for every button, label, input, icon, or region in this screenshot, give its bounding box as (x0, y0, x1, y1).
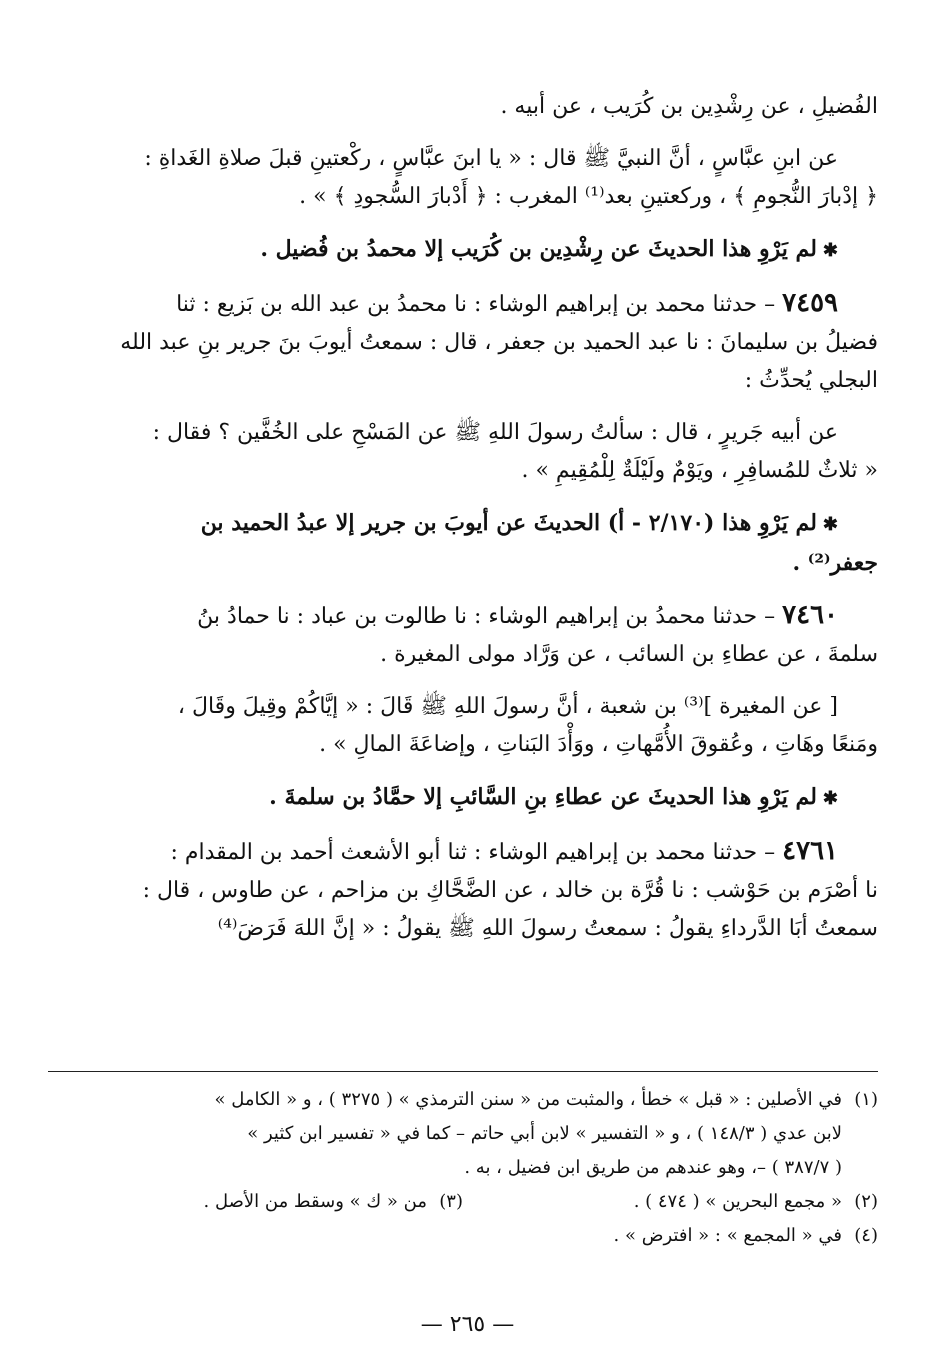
hadith-number: ٧٤٦٠ (782, 600, 838, 630)
commentary-text: لم يَرْوِ هذا الحديثَ عن عطاءِ بنِ السَّائبِ إلا حمَّادُ بن سلمةَ . (269, 784, 817, 810)
isnad-text: البجلي يُحدِّثُ : (744, 368, 878, 393)
commentary-text: جعفر⁽²⁾ . (792, 550, 878, 576)
footnote-number: (٤) (854, 1225, 878, 1246)
footnote-1 (48, 1083, 878, 1185)
footnote-text: في « المجمع » : « افترض » . (613, 1225, 842, 1246)
commentary-note (48, 504, 878, 544)
footnote-line: ( ٣٨٧/٧ ) –، وهو عندهم من طريق ابن فضيل ، به . (464, 1157, 842, 1178)
footnote-number: (٢) (854, 1191, 878, 1212)
footnote-line: لابن عدي ( ١٤٨/٣ ) ، و « التفسير » لابن أبي حاتم – كما في « تفسير ابن كثير » (247, 1123, 842, 1144)
isnad-line (48, 832, 878, 872)
footnotes (48, 1083, 878, 1253)
footnote-text: « مجمع البحرين » ( ٤٧٤ ) . (633, 1191, 842, 1212)
footnote-pair (48, 1185, 878, 1219)
commentary-text: لم يَرْوِ هذا الحديثَ عن رِشْدِين بن كُرَيب إلا محمدُ بن فُضيل . (260, 236, 817, 262)
star-icon: ✱ (822, 788, 838, 809)
star-icon: ✱ (822, 514, 838, 535)
isnad-line (48, 596, 878, 636)
commentary-text: لم يَرْوِ هذا (٢/١٧٠ - أ) الحديثَ عن أيوبَ بن جرير إلا عبدُ الحميد بن (200, 510, 817, 536)
footnote-number: (١) (854, 1089, 878, 1110)
isnad-text: – حدثنا محمد بن إبراهيم الوشاء : ثنا أبو الأشعث أحمد بن المقدام : (170, 840, 776, 865)
hadith-number: ٧٤٥٩ (782, 288, 838, 318)
hadith-text: عن أبيه جَريرٍ ، قال : سألتُ رسولَ اللهِ ﷺ عن المَسْحِ على الخُفَّين ؟ فقال : (152, 420, 838, 445)
isnad-text: فضيلُ بن سليمانَ : نا عبد الحميد بن جعفر ، قال : سمعتُ أيوبَ بنَ جرير بنِ عبد الله (120, 330, 878, 355)
commentary-note (48, 230, 878, 270)
footnote-2 (463, 1185, 878, 1219)
footnote-line: في الأصلين : « قبل » خطأ ، والمثبت من « سنن الترمذي » ( ٣٢٧٥ ) ، و « الكامل » (214, 1089, 842, 1110)
footnote-3 (48, 1185, 463, 1219)
footnote-4 (48, 1219, 878, 1253)
hadith-text: [ عن المغيرة ]⁽³⁾ بن شعبة ، أنَّ رسولَ اللهِ ﷺ قَالَ : « إيَّاكُمْ وقِيلَ وقَالَ ، (177, 694, 838, 719)
hadith-text: ﴿ إدْبارَ النُّجومِ ﴾ ، وركعتينِ بعد⁽¹⁾ المغرب : ﴿ أَدْبارَ السُّجودِ ﴾ » . (299, 184, 878, 209)
page-number: — ٢٦٥ — (420, 1312, 515, 1337)
isnad-text: سلمةَ ، عن عطاءِ بن السائب ، عن وَرَّاد مولى المغيرة . (380, 642, 878, 667)
hadith-text: عن ابنِ عبَّاسٍ ، أنَّ النبيَّ ﷺ قال : « يا ابنَ عبَّاسٍ ، ركْعتينِ قبلَ صلاةِ الغَداةِ : (144, 146, 838, 171)
main-text (48, 88, 878, 948)
commentary-note (48, 778, 878, 818)
isnad-text: – حدثنا محمد بن إبراهيم الوشاء : نا محمدُ بن عبد الله بن بَزيع : ثنا (176, 292, 776, 317)
footnote-divider (48, 1071, 878, 1072)
hadith-text: « ثلاثٌ للمُسافِرِ ، ويَوْمٌ ولَيْلَةٌ لِلْمُقِيمِ » . (521, 458, 878, 483)
hadith-number: ٤٧٦١ (782, 836, 838, 866)
footnote-text: من « ك » وسقط من الأصل . (203, 1191, 427, 1212)
isnad-text: سمعتُ أبَا الدَّرداءِ يقولُ : سمعتُ رسولَ اللهِ ﷺ يقولُ : « إنَّ اللهَ فَرَضَ⁽⁴⁾ (217, 916, 878, 941)
isnad-line (48, 284, 878, 324)
text-line: الفُضيلِ ، عن رِشْدِين بن كُرَيب ، عن أبيه . (500, 94, 878, 119)
footnote-number: (٣) (439, 1191, 463, 1212)
footnote-text (48, 1083, 842, 1185)
hadith-text: ومَنعًا وهَاتِ ، وعُقوقَ الأُمَّهاتِ ، ووَأْدَ البَناتِ ، وإضاعَةَ المالِ » . (319, 732, 878, 757)
star-icon: ✱ (822, 240, 838, 261)
isnad-text: نا أصْرَم بن حَوْشب : نا قُرَّة بن خالد ، عن الضَّحَّاكِ بن مزاحم ، عن طاوس ، قال : (142, 878, 878, 903)
isnad-text: – حدثنا محمدُ بن إبراهيم الوشاء : نا طالوت بن عباد : نا حمادُ بنُ (197, 604, 776, 629)
